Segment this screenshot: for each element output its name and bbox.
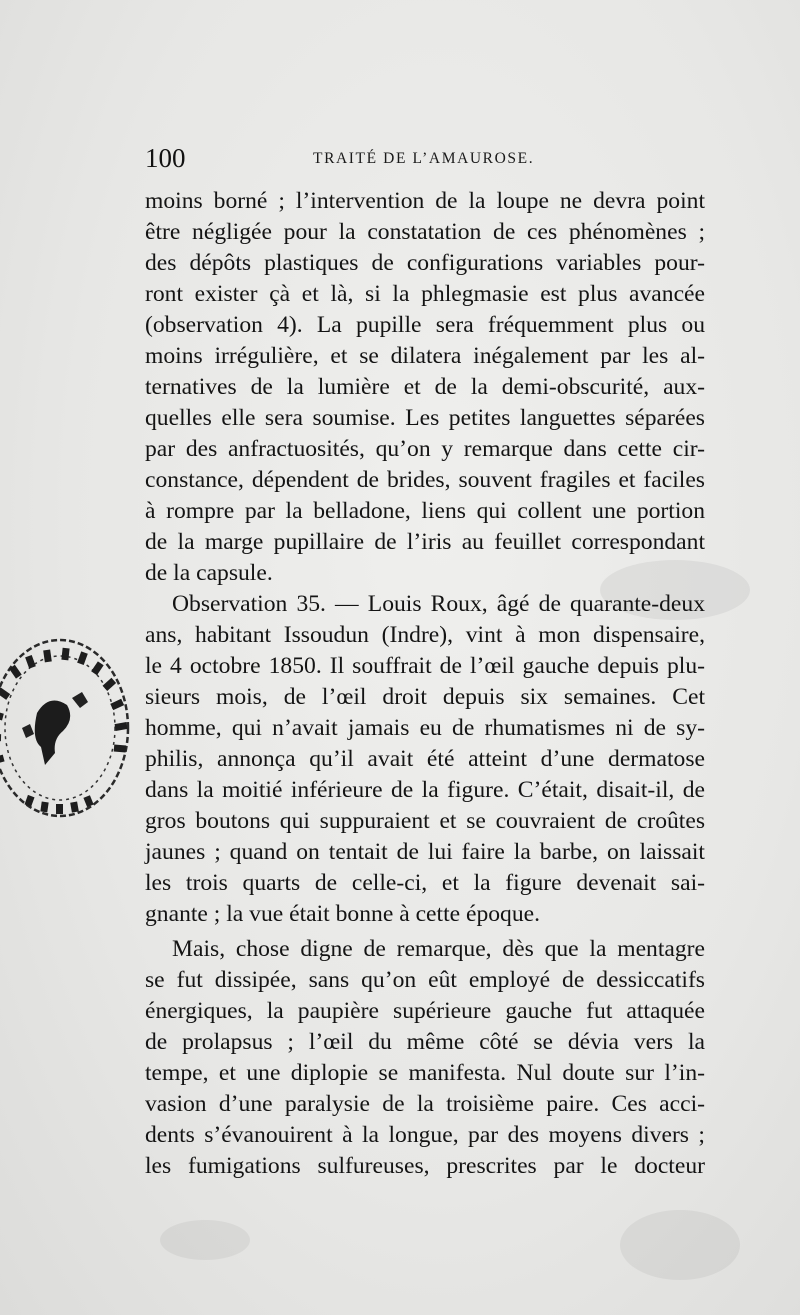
paragraph [145, 589, 705, 930]
text-line: moins irrégulière, et se dilatera inégalement par les al- [145, 343, 705, 369]
text-line: dans la moitié inférieure de la figure. C’était, disait-il, de [145, 777, 705, 803]
text-line: homme, qui n’avait jamais eu de rhumatismes ni de sy- [145, 715, 705, 741]
text-line: à rompre par la belladone, liens qui collent une portion [145, 498, 705, 524]
text-line: ternatives de la lumière et de la demi-obscurité, aux- [145, 374, 705, 400]
text-line: moins borné ; l’intervention de la loupe ne devra point [145, 188, 705, 214]
text-line: de la marge pupillaire de l’iris au feuillet correspondant [145, 529, 705, 555]
page-header [145, 143, 705, 177]
text-line: vasion d’une paralysie de la troisième paire. Ces acci- [145, 1091, 705, 1117]
text-line: Mais, chose digne de remarque, dès que la mentagre [172, 936, 705, 962]
paper-stain [620, 1210, 740, 1280]
text-line: par des anfractuosités, qu’on y remarque dans cette cir- [145, 436, 705, 462]
text-line: dents s’évanouirent à la longue, par des moyens divers ; [145, 1122, 705, 1148]
text-line: les fumigations sulfureuses, prescrites par le docteur [145, 1153, 705, 1179]
stamp-seal [0, 640, 128, 816]
paper-stain [160, 1220, 250, 1260]
text-line: sieurs mois, de l’œil droit depuis six semaines. Cet [145, 684, 705, 710]
running-head: TRAITÉ DE L’AMAUROSE. [313, 150, 535, 167]
text-line: Observation 35. — Louis Roux, âgé de quarante-deux [172, 591, 705, 617]
text-line: constance, dépendent de brides, souvent fragiles et faciles [145, 467, 705, 493]
paragraph [145, 934, 705, 1182]
text-line: philis, annonça qu’il avait été atteint d’une dermatose [145, 746, 705, 772]
text-line: quelles elle sera soumise. Les petites languettes séparées [145, 405, 705, 431]
text-line: le 4 octobre 1850. Il souffrait de l’œil gauche depuis plu- [145, 653, 705, 679]
text-line: de la capsule. [145, 560, 273, 586]
text-line: tempe, et une diplopie se manifesta. Nul doute sur l’in- [145, 1060, 705, 1086]
text-line: des dépôts plastiques de configurations variables pour- [145, 250, 705, 276]
text-line: (observation 4). La pupille sera fréquemment plus ou [145, 312, 705, 338]
stamp-emblem [35, 701, 70, 766]
text-line: de prolapsus ; l’œil du même côté se dévia vers la [145, 1029, 705, 1055]
text-line: se fut dissipée, sans qu’on eût employé de dessiccatifs [145, 967, 705, 993]
page-number: 100 [145, 143, 186, 173]
text-line: ans, habitant Issoudun (Indre), vint à mon dispensaire, [145, 622, 705, 648]
library-stamp [0, 628, 137, 828]
paragraph [145, 186, 705, 589]
text-line: être négligée pour la constatation de ces phénomènes ; [145, 219, 705, 245]
body-text [145, 186, 705, 1182]
text-line: énergiques, la paupière supérieure gauche fut attaquée [145, 998, 705, 1024]
text-line: les trois quarts de celle-ci, et la figure devenait sai- [145, 870, 705, 896]
text-line: gros boutons qui suppuraient et se couvraient de croûtes [145, 808, 705, 834]
text-line: jaunes ; quand on tentait de lui faire la barbe, on laissait [145, 839, 705, 865]
text-line: gnante ; la vue était bonne à cette époque. [145, 901, 541, 927]
text-line: ront exister çà et là, si la phlegmasie est plus avancée [145, 281, 705, 307]
